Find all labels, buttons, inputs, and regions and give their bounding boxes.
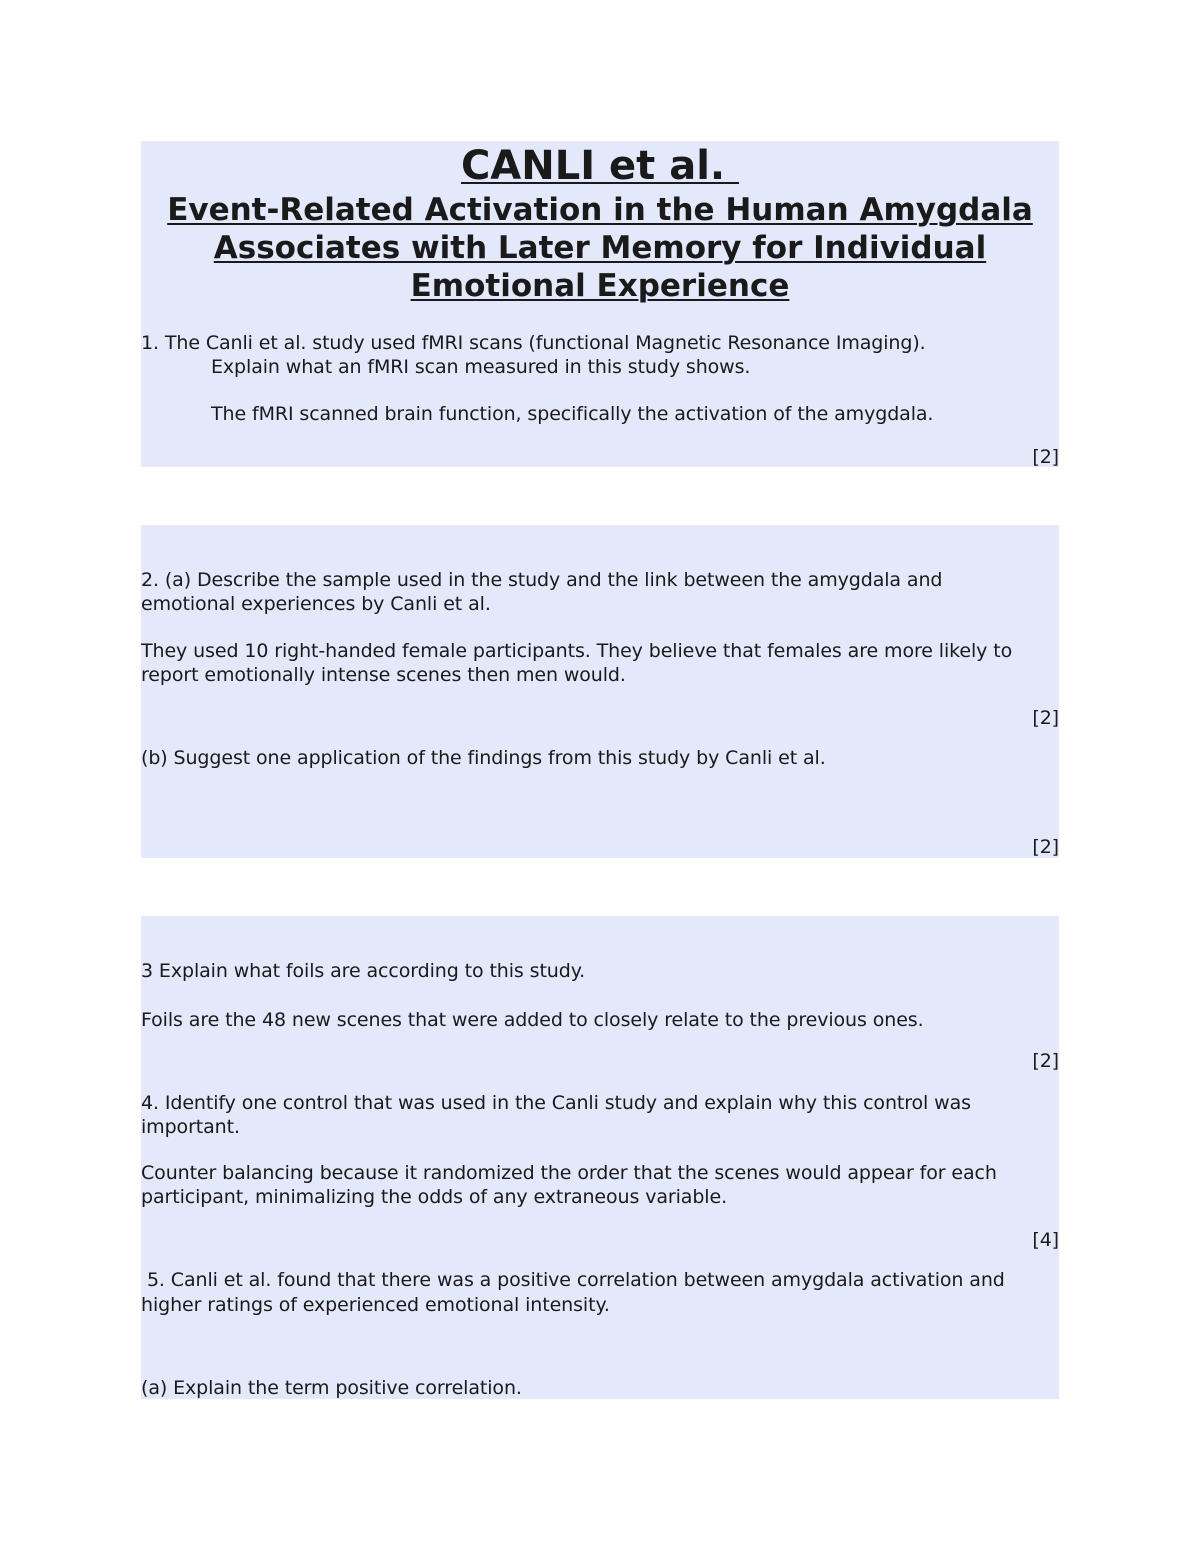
document-subtitle-line-1: Event-Related Activation in the Human Amygdala xyxy=(167,192,1033,228)
document-title: CANLI et al. xyxy=(460,143,740,189)
q5a-prompt: (a) Explain the term positive correlation. xyxy=(141,1377,522,1399)
q4-answer-line-2: participant, minimalizing the odds of any extraneous variable. xyxy=(141,1186,728,1208)
q5-prompt-line-1: 5. Canli et al. found that there was a positive correlation between amygdala activation and xyxy=(141,1269,1005,1291)
q2b-marks: [2] xyxy=(1032,836,1059,858)
q1-prompt-line-2: Explain what an fMRI scan measured in this study shows. xyxy=(211,356,751,378)
q2a-prompt-line-1: 2. (a) Describe the sample used in the study and the link between the amygdala and xyxy=(141,569,943,591)
q2a-answer-line-1: They used 10 right-handed female participants. They believe that females are more likely to xyxy=(141,640,1013,662)
q2a-answer-line-2: report emotionally intense scenes then men would. xyxy=(141,664,626,686)
question-block-3 xyxy=(141,916,1059,1399)
q3-prompt: 3 Explain what foils are according to this study. xyxy=(141,960,586,982)
document-subtitle-line-2: Associates with Later Memory for Individual xyxy=(213,230,987,266)
document-subtitle-line-3: Emotional Experience xyxy=(410,268,790,304)
q4-marks: [4] xyxy=(1032,1229,1059,1251)
question-block-2 xyxy=(141,525,1059,858)
q1-marks: [2] xyxy=(1032,446,1059,468)
q2a-prompt-line-2: emotional experiences by Canli et al. xyxy=(141,593,491,615)
q2a-marks: [2] xyxy=(1032,707,1059,729)
q4-answer-line-1: Counter balancing because it randomized the order that the scenes would appear for each xyxy=(141,1162,997,1184)
question-block-1 xyxy=(141,141,1059,467)
q2b-prompt: (b) Suggest one application of the findings from this study by Canli et al. xyxy=(141,747,826,769)
q3-marks: [2] xyxy=(1032,1050,1059,1072)
q4-prompt-line-2: important. xyxy=(141,1116,240,1138)
q1-prompt-line-1: 1. The Canli et al. study used fMRI scans (functional Magnetic Resonance Imaging). xyxy=(141,332,926,354)
q3-answer: Foils are the 48 new scenes that were added to closely relate to the previous ones. xyxy=(141,1009,924,1031)
q4-prompt-line-1: 4. Identify one control that was used in the Canli study and explain why this control was xyxy=(141,1092,971,1114)
q5-prompt-line-2: higher ratings of experienced emotional intensity. xyxy=(141,1294,610,1316)
q1-answer: The fMRI scanned brain function, specifically the activation of the amygdala. xyxy=(211,403,934,425)
